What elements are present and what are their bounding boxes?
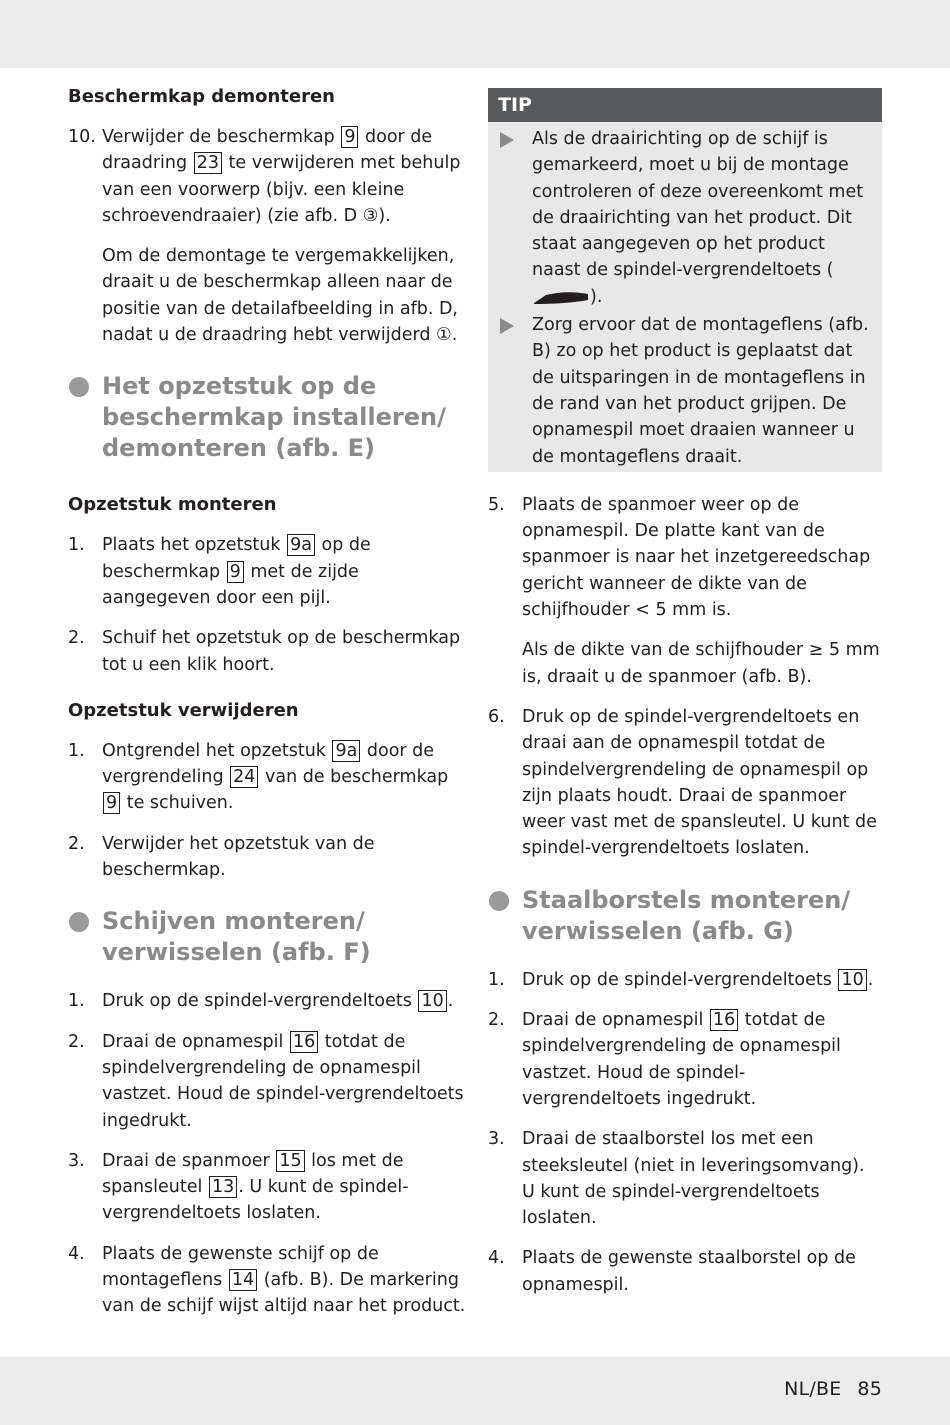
section-heading-afb-g bbox=[488, 885, 882, 947]
item-text: op de beschermkap bbox=[102, 535, 371, 582]
ref-box: 9 bbox=[341, 126, 358, 148]
item-text: . bbox=[867, 969, 874, 990]
item-text: Plaats het opzetstuk bbox=[102, 535, 287, 556]
tip-header: TIP bbox=[488, 88, 882, 122]
item-text: Draai de staalborstel los met een steeksleutel (niet in leveringsomvang). U kunt de spindel-vergrendeltoets loslaten. bbox=[522, 1129, 865, 1229]
item-text: door de vergrendeling bbox=[102, 740, 435, 788]
top-band bbox=[0, 0, 950, 68]
item-text: door de draadring bbox=[102, 127, 433, 174]
circle-bullet-icon bbox=[69, 377, 89, 397]
item-number: 6. bbox=[488, 706, 505, 727]
item-number: 4. bbox=[68, 1243, 85, 1264]
section-heading-afb-f bbox=[68, 906, 468, 968]
page-number: 85 bbox=[857, 1378, 882, 1400]
item-text: Druk op de spindel-vergrendeltoets bbox=[102, 991, 418, 1012]
spindle-lock-key-icon bbox=[532, 288, 590, 306]
item-text: los met de spansleutel bbox=[102, 1150, 404, 1198]
item-text: Als de dikte van de schijfhouder ≥ 5 mm is, draait u de spanmoer (afb. B). bbox=[522, 640, 880, 687]
item-text: Druk op de spindel-vergrendeltoets en draai aan de opnamespil totdat de spindelvergrendeling de opnamespil op zijn plaats houdt. Draai de spanmoer weer vast met de spansleutel. U kunt de spindel-vergrendeltoets loslaten. bbox=[522, 706, 877, 859]
subheading-opzetstuk-verwijderen: Opzetstuk verwijderen bbox=[68, 699, 299, 721]
right-column bbox=[488, 84, 882, 1298]
item-text: . bbox=[447, 991, 454, 1012]
item-number: 1. bbox=[68, 740, 85, 761]
subheading-opzetstuk-monteren: Opzetstuk monteren bbox=[68, 494, 277, 516]
item-text: . U kunt de spindel-vergrendeltoets loslaten. bbox=[102, 1177, 409, 1224]
item-number: 4. bbox=[488, 1248, 505, 1269]
item-text: totdat de spindelvergrendeling de opnamespil vastzet. Houd de spindel-vergrendeltoets ingedrukt. bbox=[102, 1031, 464, 1131]
tip-body bbox=[488, 122, 882, 472]
tip-item bbox=[498, 126, 870, 310]
item-text: Plaats de gewenste staalborstel op de opnamespil. bbox=[522, 1248, 856, 1295]
ref-box: 16 bbox=[290, 1031, 318, 1053]
item-number: 10. bbox=[68, 127, 96, 147]
item-text: totdat de spindelvergrendeling de opnamespil vastzet. Houd de spindel-vergrendeltoets ingedrukt. bbox=[522, 1010, 841, 1109]
item-number: 2. bbox=[68, 1031, 85, 1052]
item-text: met de zijde aangegeven door een pijl. bbox=[102, 561, 359, 608]
list-item-note bbox=[68, 243, 468, 348]
item-text: Draai de opnamespil bbox=[522, 1010, 709, 1031]
page-footer bbox=[784, 1378, 882, 1400]
list-item bbox=[488, 967, 882, 993]
circle-bullet-icon bbox=[489, 891, 509, 911]
item-number: 3. bbox=[68, 1150, 85, 1171]
section-title: Het opzetstuk op de beschermkap installeren/ demonteren (afb. E) bbox=[102, 372, 446, 463]
list-item bbox=[488, 1007, 882, 1112]
list-item bbox=[68, 738, 468, 817]
item-number: 1. bbox=[68, 535, 85, 556]
ref-box: 9 bbox=[103, 792, 120, 814]
ref-box: 9a bbox=[287, 534, 315, 556]
list-item bbox=[68, 1148, 468, 1227]
list-item bbox=[68, 532, 468, 611]
item-number: 2. bbox=[488, 1010, 505, 1031]
list-item bbox=[68, 1029, 468, 1134]
item-text: te schuiven. bbox=[121, 793, 234, 814]
item-number: 5. bbox=[488, 494, 505, 515]
ref-box: 14 bbox=[229, 1269, 257, 1291]
ref-box: 10 bbox=[838, 969, 866, 991]
item-text: Druk op de spindel-vergrendeltoets bbox=[522, 969, 838, 990]
list-item bbox=[488, 1245, 882, 1298]
ref-box: 9a bbox=[332, 740, 360, 762]
item-number: 1. bbox=[68, 991, 85, 1012]
item-text: Draai de opnamespil bbox=[102, 1031, 289, 1052]
list-item bbox=[68, 831, 468, 884]
list-item bbox=[488, 492, 882, 623]
item-text: Ontgrendel het opzetstuk bbox=[102, 740, 332, 761]
section-title: Schijven monteren/ verwisselen (afb. F) bbox=[102, 907, 371, 967]
list-item bbox=[68, 988, 468, 1014]
item-text: (afb. B). De markering van de schijf wijst altijd naar het product. bbox=[102, 1270, 466, 1317]
item-number: 2. bbox=[68, 628, 85, 649]
tip-box bbox=[488, 88, 882, 472]
tip-item bbox=[498, 312, 870, 470]
list-item bbox=[488, 1126, 882, 1231]
section-heading-afb-e bbox=[68, 371, 468, 464]
list-item bbox=[68, 124, 468, 229]
item-text: van de beschermkap bbox=[259, 767, 449, 788]
tip-text: Zorg ervoor dat de montageflens (afb. B) zo op het product is geplaatst dat de uitsparingen in de montageflens in de rand van het product grijpen. De opnamespil moet draaien wanneer u de montageflens draait. bbox=[532, 315, 869, 467]
item-text: Schuif het opzetstuk op de beschermkap tot u een klik hoort. bbox=[102, 628, 461, 675]
ref-box: 15 bbox=[276, 1150, 304, 1172]
ref-box: 9 bbox=[227, 561, 244, 583]
tip-text: Als de draairichting op de schijf is gemarkeerd, moet u bij de montage controleren of deze overeenkomt met de draairichting van het product. Dit staat aangegeven op het product naast de spindel-vergrendeltoets ( bbox=[532, 129, 864, 281]
item-text: Plaats de spanmoer weer op de opnamespil. De platte kant van de spanmoer is naar het inzetgereedschap gericht wanneer de dikte van de schijfhouder < 5 mm is. bbox=[522, 494, 871, 621]
ref-box: 23 bbox=[194, 152, 222, 174]
triangle-bullet-icon bbox=[500, 318, 514, 334]
list-item bbox=[488, 704, 882, 862]
triangle-bullet-icon bbox=[500, 132, 514, 148]
list-item bbox=[68, 1241, 468, 1320]
ref-box: 13 bbox=[209, 1176, 237, 1198]
item-text: Verwijder het opzetstuk van de beschermkap. bbox=[102, 833, 375, 881]
item-text: Plaats de gewenste schijf op de montageflens bbox=[102, 1243, 379, 1291]
tip-text: ). bbox=[590, 286, 603, 307]
subheading-beschermkap-demonteren: Beschermkap demonteren bbox=[68, 86, 335, 107]
item-text: te verwijderen met behulp van een voorwerp (bijv. een kleine schroevendraaier) (zie afb. D ③). bbox=[102, 153, 461, 226]
list-item-note bbox=[488, 637, 882, 690]
section-title: Staalborstels monteren/ verwisselen (afb. G) bbox=[522, 885, 851, 945]
list-item bbox=[68, 625, 468, 678]
item-number: 2. bbox=[68, 833, 85, 854]
item-number: 1. bbox=[488, 969, 505, 990]
item-text: Om de demontage te vergemakkelijken, draait u de beschermkap alleen naar de positie van de detailafbeelding in afb. D, nadat u de draadring hebt verwijderd ①. bbox=[102, 246, 458, 346]
ref-box: 10 bbox=[418, 990, 446, 1012]
ref-box: 24 bbox=[230, 766, 258, 788]
footer-language: NL/BE bbox=[784, 1378, 842, 1400]
item-text: Verwijder de beschermkap bbox=[102, 127, 341, 147]
circle-bullet-icon bbox=[69, 912, 89, 932]
left-column bbox=[68, 84, 468, 1320]
item-number: 3. bbox=[488, 1129, 505, 1150]
ref-box: 16 bbox=[710, 1009, 738, 1031]
item-text: Draai de spanmoer bbox=[102, 1150, 276, 1171]
